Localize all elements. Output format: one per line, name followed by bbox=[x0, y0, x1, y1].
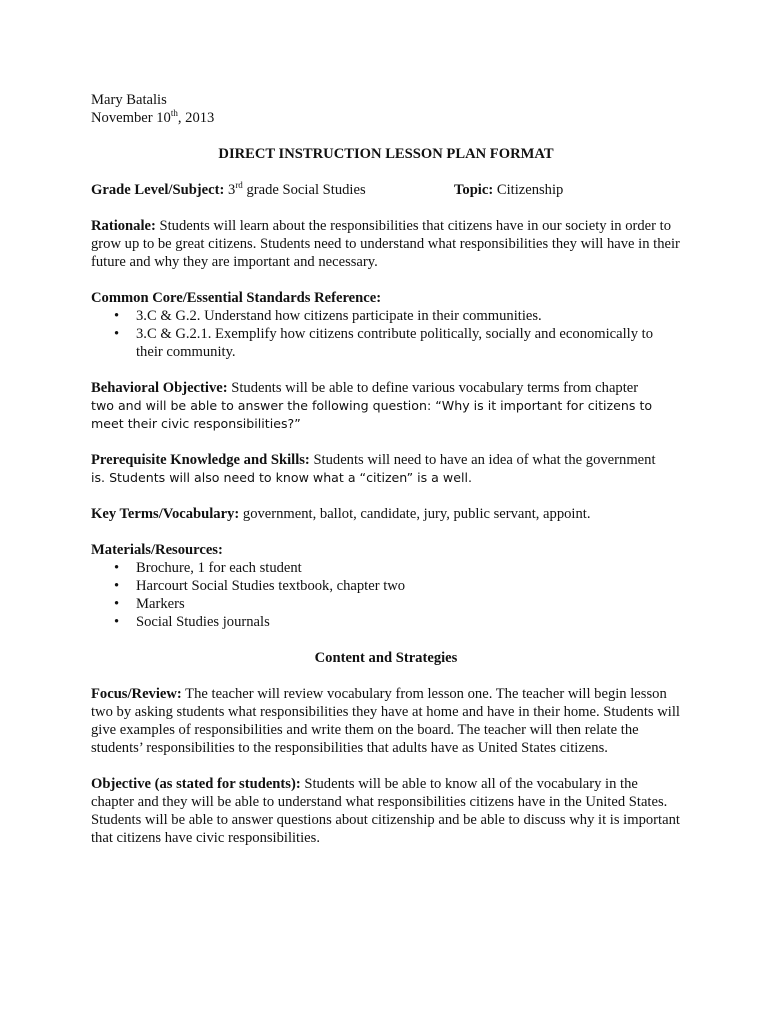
rationale-label: Rationale: bbox=[91, 218, 156, 234]
prerequisite-continuation: is. Students will also need to know what a “citizen” is a well. bbox=[91, 470, 472, 485]
student-objective-label: Objective (as stated for students): bbox=[91, 776, 301, 792]
materials-list bbox=[91, 559, 681, 631]
document-date bbox=[91, 109, 681, 127]
topic-label: Topic: bbox=[454, 182, 494, 198]
standards-item: • 3.C & G.2. Understand how citizens participate in their communities. bbox=[91, 307, 681, 325]
materials-item: • Brochure, 1 for each student bbox=[91, 559, 681, 577]
prerequisite-text: Students will need to have an idea of what the government bbox=[309, 452, 656, 468]
grade-number: 3 bbox=[224, 182, 236, 198]
date-suffix: , 2013 bbox=[177, 110, 215, 126]
vocabulary-text: government, ballot, candidate, jury, public servant, appoint. bbox=[239, 506, 591, 522]
vocabulary-section bbox=[91, 505, 681, 523]
focus-review-section bbox=[91, 685, 681, 757]
date-ordinal: th bbox=[170, 108, 178, 118]
prerequisite-label: Prerequisite Knowledge and Skills: bbox=[91, 452, 310, 468]
focus-review-label: Focus/Review: bbox=[91, 686, 182, 702]
materials-label: Materials/Resources: bbox=[91, 542, 223, 558]
focus-review-text: The teacher will review vocabulary from lesson one. The teacher will begin lesson two by asking students what responsibilities they have at home and have in their home. Students will give examples of responsibilities and write them on the board. The teacher will then relate the students’ responsibilities to the responsibilities that adults have as United States citizens. bbox=[91, 686, 680, 756]
behavioral-objective-section bbox=[91, 379, 681, 397]
rationale-section bbox=[91, 217, 681, 271]
materials-item: • Harcourt Social Studies textbook, chapter two bbox=[91, 577, 681, 595]
grade-ordinal: rd bbox=[235, 180, 243, 190]
topic bbox=[454, 181, 563, 199]
prerequisite-section bbox=[91, 451, 681, 469]
behavioral-objective-text: Students will be able to define various vocabulary terms from chapter bbox=[227, 380, 639, 396]
rationale-text: Students will learn about the responsibilities that citizens have in our society in order to grow up to be great citizens. Students need to understand what responsibilities they will have in their future and why they are important and necessary. bbox=[91, 218, 680, 270]
document-title: DIRECT INSTRUCTION LESSON PLAN FORMAT bbox=[218, 146, 554, 162]
behavioral-objective-continuation: two and will be able to answer the following question: “Why is it important for citizens to meet their civic responsibilities?” bbox=[91, 398, 653, 431]
standards-list bbox=[91, 307, 681, 361]
author-name: Mary Batalis bbox=[91, 92, 167, 108]
grade-subject: grade Social Studies bbox=[242, 182, 366, 198]
vocabulary-label: Key Terms/Vocabulary: bbox=[91, 506, 240, 522]
content-strategies-heading: Content and Strategies bbox=[314, 650, 458, 666]
standards-label: Common Core/Essential Standards Reference: bbox=[91, 290, 382, 306]
standards-item: • 3.C & G.2.1. Exemplify how citizens contribute politically, socially and economically to their community. bbox=[91, 325, 681, 361]
student-objective-text: Students will be able to know all of the vocabulary in the chapter and they will be able to understand what responsibilities citizens have in the United States. Students will be able to answer questions about citizenship and be able to discuss why it is important that citizens have civic responsibilities. bbox=[91, 776, 680, 846]
grade-level-subject bbox=[91, 181, 454, 199]
date-prefix: November 10 bbox=[91, 110, 171, 126]
materials-item: • Markers bbox=[91, 595, 681, 613]
student-objective-section bbox=[91, 775, 681, 847]
grade-topic-row bbox=[91, 181, 681, 199]
document-body bbox=[91, 91, 681, 847]
behavioral-objective-label: Behavioral Objective: bbox=[91, 380, 228, 396]
topic-value: Citizenship bbox=[493, 182, 564, 198]
grade-label: Grade Level/Subject: bbox=[91, 182, 225, 198]
materials-item: • Social Studies journals bbox=[91, 613, 681, 631]
